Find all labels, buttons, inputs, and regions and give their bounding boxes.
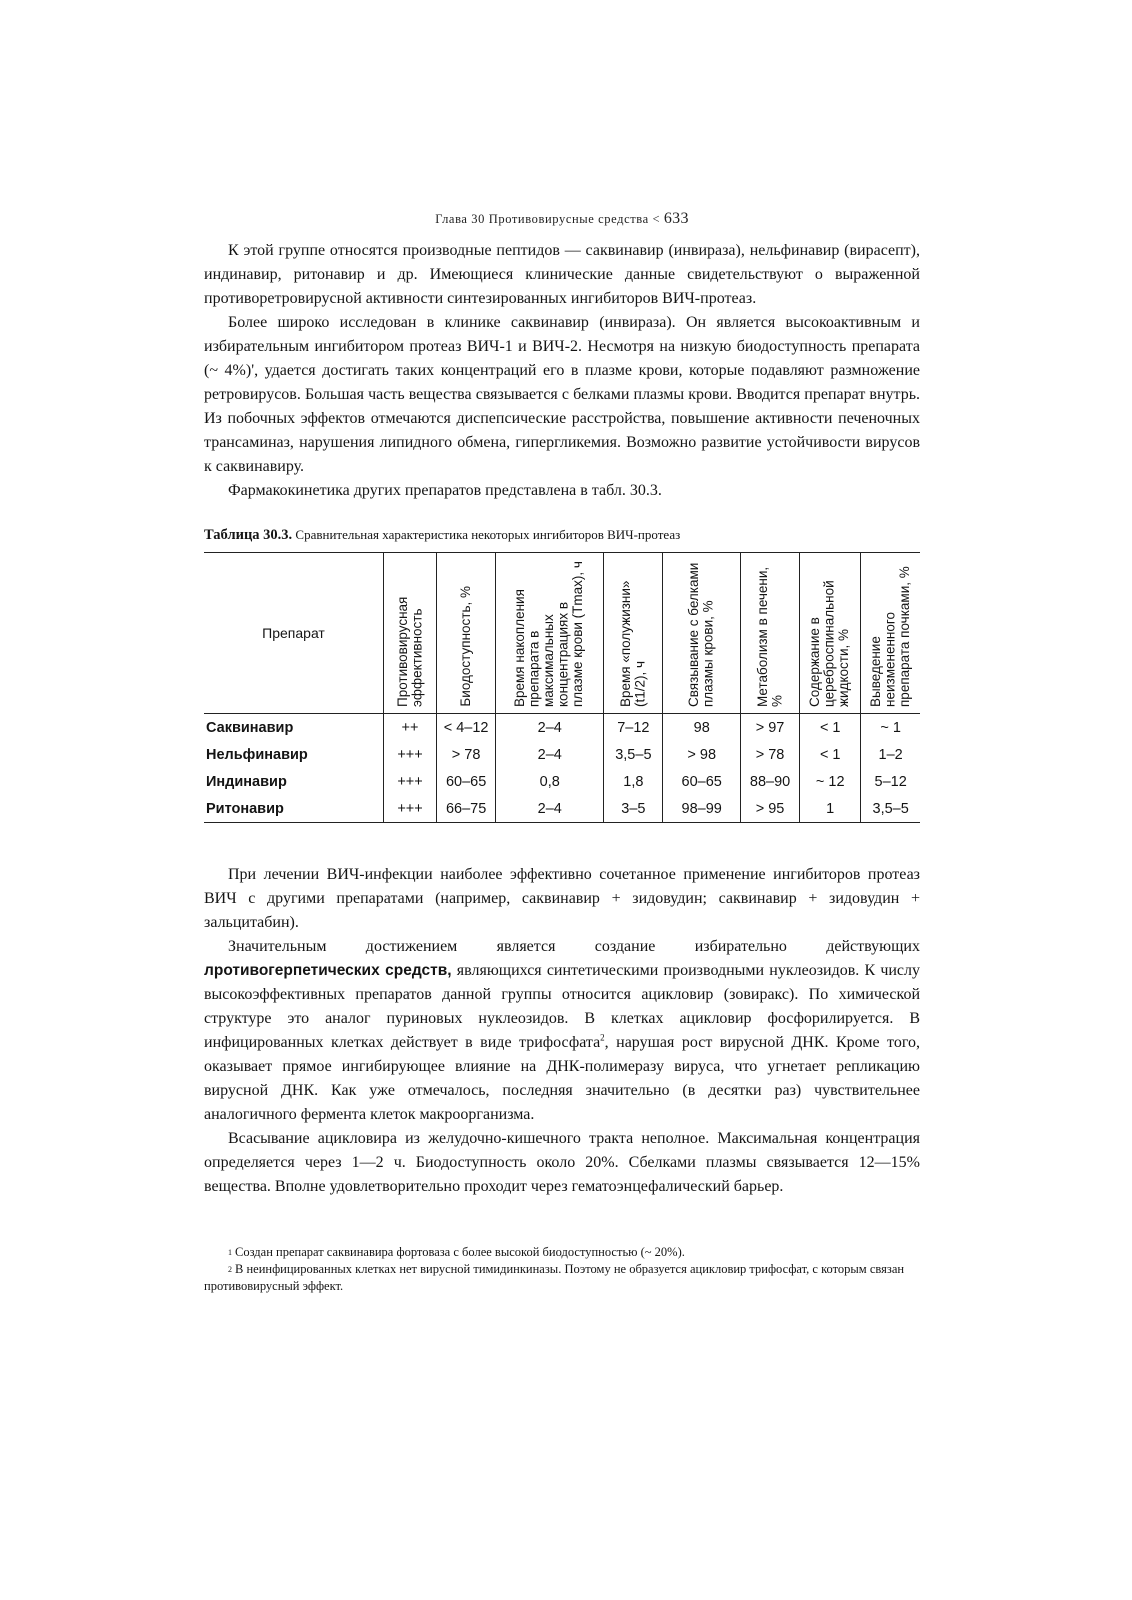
- running-head: [204, 210, 920, 228]
- header-cell: Метаболизм в печени, %: [740, 553, 799, 714]
- table-cell: 2–4: [496, 714, 604, 742]
- table-caption-text: Сравнительная характеристика некоторых ингибиторов ВИЧ-протеаз: [295, 527, 681, 542]
- header-cell: Время «полужизни» (t1/2), ч: [604, 553, 663, 714]
- document-page: [204, 210, 920, 1295]
- table-cell: +++: [384, 741, 437, 768]
- footnotes: [204, 1244, 920, 1295]
- table-cell: 2–4: [496, 741, 604, 768]
- header-cell: Препарат: [204, 553, 384, 714]
- table-cell: 2–4: [496, 795, 604, 823]
- table-cell: > 97: [740, 714, 799, 742]
- page-number: 633: [663, 210, 689, 227]
- table-cell: Ритонавир: [204, 795, 384, 823]
- table-cell: ~ 1: [861, 714, 920, 742]
- table-cell: ~ 12: [800, 768, 861, 795]
- table-cell: < 1: [800, 741, 861, 768]
- table-cell: 98: [663, 714, 741, 742]
- table-caption-label: Таблица 30.3.: [204, 527, 293, 543]
- table-cell: > 78: [437, 741, 496, 768]
- paragraph: Более широко исследован в клинике саквинавир (инвираза). Он является высокоактивным и избирательным ингибитором протеаз ВИЧ-1 и ВИЧ-2. Несмотря на низкую биодоступность препарата (~ 4%)', удается достигать таких концентраций его в плазме крови, которые подавляют размножение ретровирусов. Большая часть вещества связывается с белками плазмы крови. Вводится препарат внутрь. Из побочных эффектов отмечаются диспепсические расстройства, повышение активности печеночных трансаминаз, нарушения липидного обмена, гипергликемия. Возможно развитие устойчивости вирусов к саквинавиру.: [204, 314, 920, 475]
- table-cell: 98–99: [663, 795, 741, 823]
- header-cell: Связывание с белками плазмы крови, %: [663, 553, 741, 714]
- paragraph: При лечении ВИЧ-инфекции наиболее эффективно сочетанное применение ингибиторов протеаз ВИЧ с другими препаратами (например, саквинавир + зидовудин; саквинавир + зидовудин + зальцитабин).: [204, 866, 920, 931]
- header-cell: Биодоступность, %: [437, 553, 496, 714]
- footnote-mark: 2: [228, 1265, 232, 1274]
- table-cell: Саквинавир: [206, 719, 294, 736]
- emphasized-term: лротивогерпетических средств,: [204, 962, 452, 979]
- table-cell: > 95: [740, 795, 799, 823]
- table-cell: 3,5–5: [861, 795, 920, 823]
- running-head-text: Глава 30 Противовирусные средства <: [435, 212, 661, 226]
- table-caption: [204, 527, 920, 544]
- header-cell: Время накопления препарата в максимальных концентрациях в плазме крови (Tmax), ч: [496, 553, 604, 714]
- table-row: [204, 768, 920, 795]
- table-cell: < 1: [800, 714, 861, 742]
- table-cell: 88–90: [740, 768, 799, 795]
- table-row: [204, 741, 920, 768]
- table-cell: 3,5–5: [604, 741, 663, 768]
- table-cell: > 78: [740, 741, 799, 768]
- footnote-ref: 2: [600, 1032, 605, 1043]
- footnote: [204, 1244, 920, 1261]
- table-cell: 60–65: [663, 768, 741, 795]
- table-cell: < 4–12: [437, 714, 496, 742]
- table-cell: 60–65: [437, 768, 496, 795]
- table-cell: ++: [384, 714, 437, 742]
- table-row: [204, 795, 920, 823]
- table-cell: 0,8: [496, 768, 604, 795]
- header-cell: Выведение неизмененного препарата почками, %: [861, 553, 920, 714]
- paragraph: Значительным достижением является создание избирательно действующих лротивогерпетических средств, являющихся синтетическими производными нуклеозидов. К числу высокоэффективных препаратов данной группы относится ацикловир (зовиракс). По химической структуре это аналог пуриновых нуклеозидов. В клетках ацикловир фосфорилируется. В инфицированных клетках действует в виде трифосфата$^2$, нарушая рост вирусной ДНК. Кроме того, оказывает прямое ингибирующее влияние на ДНК-полимеразу вируса, что угнетает репликацию вирусной ДНК. Как уже отмечалось, последняя значительно (в десятки раз) чувствительнее аналогичного фермента клеток макроорганизма.: [204, 938, 921, 1123]
- table-cell: > 98: [663, 741, 741, 768]
- table-cell: +++: [384, 795, 437, 823]
- paragraph: Фармакокинетика других препаратов представлена в табл. 30.3.: [228, 482, 662, 499]
- footnote: [204, 1261, 920, 1295]
- footnote-text: Создан препарат саквинавира фортоваза с более высокой биодоступностью (~ 20%).: [235, 1245, 685, 1259]
- table-cell: 1–2: [861, 741, 920, 768]
- paragraph: Всасывание ацикловира из желудочно-кишечного тракта неполное. Максимальная концентрация определяется через 1—2 ч. Биодоступность около 20%. Сбелками плазмы связывается 12—15% вещества. Вполне удовлетворительно проходит через гематоэнцефалический барьер.: [204, 1130, 920, 1195]
- table-cell: 66–75: [437, 795, 496, 823]
- table-cell: 7–12: [604, 714, 663, 742]
- table-cell: 1,8: [604, 768, 663, 795]
- header-cell: Противовирусная эффективность: [384, 553, 437, 714]
- paragraph: К этой группе относятся производные пептидов — саквинавир (инвираза), нельфинавир (вирасепт), индинавир, ритонавир и др. Имеющиеся клинические данные свидетельствуют о выраженной противоретровирусной активности синтезированных ингибиторов ВИЧ-протеаз.: [204, 242, 920, 307]
- footnote-mark: 1: [228, 1248, 232, 1257]
- header-cell: Содержание в цереброспинальной жидкости, %: [800, 553, 861, 714]
- table-cell: +++: [384, 768, 437, 795]
- table-cell: 5–12: [861, 768, 920, 795]
- table-cell: Индинавир: [206, 773, 287, 790]
- table-row: [204, 714, 920, 742]
- table-cell: 1: [800, 795, 861, 823]
- table-cell: Нельфинавир: [206, 746, 308, 763]
- table-cell: 3–5: [604, 795, 663, 823]
- footnote-text: В неинфицированных клетках нет вирусной тимидинкиназы. Поэтому не образуется ацикловир трифосфат, с которым связан противовирусный эффект.: [204, 1262, 905, 1293]
- table-header-row: [204, 553, 920, 714]
- comparison-table: [204, 552, 920, 823]
